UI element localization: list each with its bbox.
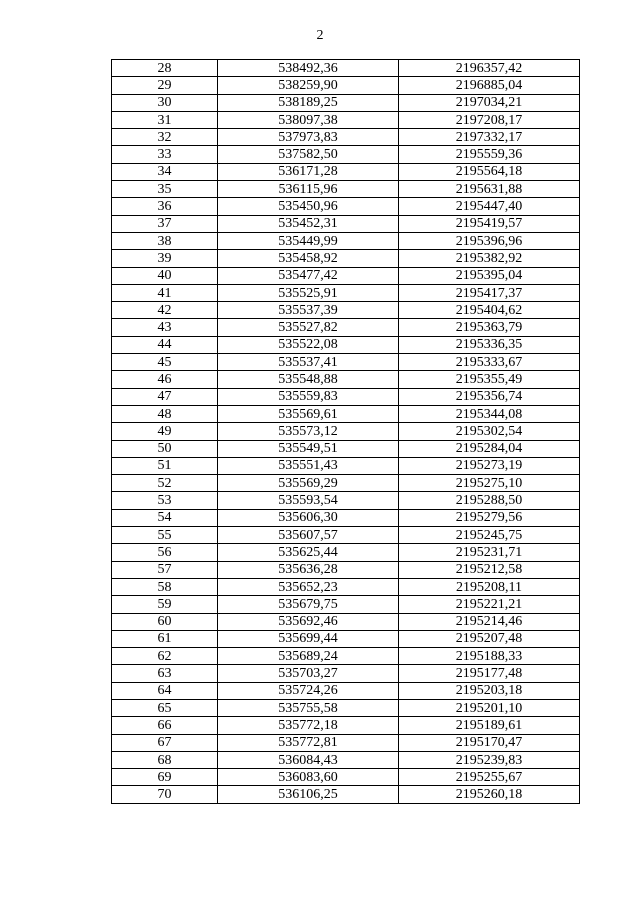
x-coordinate-cell: 538189,25 — [218, 94, 399, 111]
y-coordinate-cell: 2195447,40 — [399, 198, 580, 215]
point-number-cell: 52 — [112, 475, 218, 492]
y-coordinate-cell: 2195201,10 — [399, 699, 580, 716]
table-row — [112, 769, 580, 786]
y-coordinate-cell: 2195344,08 — [399, 405, 580, 422]
x-coordinate-cell: 535450,96 — [218, 198, 399, 215]
point-number-cell: 35 — [112, 181, 218, 198]
x-coordinate-cell: 535573,12 — [218, 423, 399, 440]
y-coordinate-cell: 2195419,57 — [399, 215, 580, 232]
y-coordinate-cell: 2197332,17 — [399, 129, 580, 146]
y-coordinate-cell: 2195355,49 — [399, 371, 580, 388]
x-coordinate-cell: 536171,28 — [218, 163, 399, 180]
point-number-cell: 65 — [112, 699, 218, 716]
table-row — [112, 163, 580, 180]
point-number-cell: 55 — [112, 527, 218, 544]
y-coordinate-cell: 2197034,21 — [399, 94, 580, 111]
table-row — [112, 232, 580, 249]
y-coordinate-cell: 2196357,42 — [399, 60, 580, 77]
x-coordinate-cell: 535549,51 — [218, 440, 399, 457]
y-coordinate-cell: 2195188,33 — [399, 648, 580, 665]
point-number-cell: 63 — [112, 665, 218, 682]
table-row — [112, 475, 580, 492]
table-row — [112, 319, 580, 336]
x-coordinate-cell: 535652,23 — [218, 578, 399, 595]
point-number-cell: 38 — [112, 232, 218, 249]
y-coordinate-cell: 2195231,71 — [399, 544, 580, 561]
y-coordinate-cell: 2195279,56 — [399, 509, 580, 526]
y-coordinate-cell: 2195239,83 — [399, 751, 580, 768]
y-coordinate-cell: 2195212,58 — [399, 561, 580, 578]
x-coordinate-cell: 536084,43 — [218, 751, 399, 768]
point-number-cell: 50 — [112, 440, 218, 457]
table-row — [112, 527, 580, 544]
point-number-cell: 56 — [112, 544, 218, 561]
y-coordinate-cell: 2195302,54 — [399, 423, 580, 440]
y-coordinate-cell: 2195564,18 — [399, 163, 580, 180]
table-row — [112, 198, 580, 215]
x-coordinate-cell: 535607,57 — [218, 527, 399, 544]
y-coordinate-cell: 2195208,11 — [399, 578, 580, 595]
y-coordinate-cell: 2195288,50 — [399, 492, 580, 509]
coordinates-table — [111, 59, 580, 804]
x-coordinate-cell: 535679,75 — [218, 596, 399, 613]
table-row — [112, 596, 580, 613]
table-row — [112, 94, 580, 111]
x-coordinate-cell: 535593,54 — [218, 492, 399, 509]
y-coordinate-cell: 2195203,18 — [399, 682, 580, 699]
y-coordinate-cell: 2195170,47 — [399, 734, 580, 751]
y-coordinate-cell: 2195214,46 — [399, 613, 580, 630]
table-row — [112, 440, 580, 457]
point-number-cell: 39 — [112, 250, 218, 267]
y-coordinate-cell: 2195404,62 — [399, 302, 580, 319]
y-coordinate-cell: 2195260,18 — [399, 786, 580, 803]
point-number-cell: 47 — [112, 388, 218, 405]
x-coordinate-cell: 535755,58 — [218, 699, 399, 716]
x-coordinate-cell: 535527,82 — [218, 319, 399, 336]
x-coordinate-cell: 535636,28 — [218, 561, 399, 578]
x-coordinate-cell: 535537,41 — [218, 354, 399, 371]
y-coordinate-cell: 2195275,10 — [399, 475, 580, 492]
table-row — [112, 682, 580, 699]
y-coordinate-cell: 2195245,75 — [399, 527, 580, 544]
point-number-cell: 31 — [112, 111, 218, 128]
point-number-cell: 67 — [112, 734, 218, 751]
table-row — [112, 111, 580, 128]
x-coordinate-cell: 537973,83 — [218, 129, 399, 146]
table-row — [112, 181, 580, 198]
point-number-cell: 58 — [112, 578, 218, 595]
point-number-cell: 30 — [112, 94, 218, 111]
x-coordinate-cell: 535537,39 — [218, 302, 399, 319]
table-row — [112, 648, 580, 665]
y-coordinate-cell: 2195177,48 — [399, 665, 580, 682]
table-row — [112, 665, 580, 682]
point-number-cell: 64 — [112, 682, 218, 699]
point-number-cell: 45 — [112, 354, 218, 371]
table-row — [112, 60, 580, 77]
x-coordinate-cell: 535625,44 — [218, 544, 399, 561]
point-number-cell: 28 — [112, 60, 218, 77]
y-coordinate-cell: 2195356,74 — [399, 388, 580, 405]
y-coordinate-cell: 2195336,35 — [399, 336, 580, 353]
table-row — [112, 215, 580, 232]
point-number-cell: 62 — [112, 648, 218, 665]
point-number-cell: 46 — [112, 371, 218, 388]
table-row — [112, 492, 580, 509]
point-number-cell: 57 — [112, 561, 218, 578]
x-coordinate-cell: 535699,44 — [218, 630, 399, 647]
table-row — [112, 457, 580, 474]
table-row — [112, 544, 580, 561]
x-coordinate-cell: 535724,26 — [218, 682, 399, 699]
point-number-cell: 60 — [112, 613, 218, 630]
x-coordinate-cell: 536106,25 — [218, 786, 399, 803]
point-number-cell: 61 — [112, 630, 218, 647]
table-row — [112, 77, 580, 94]
point-number-cell: 41 — [112, 284, 218, 301]
table-row — [112, 561, 580, 578]
x-coordinate-cell: 538097,38 — [218, 111, 399, 128]
table-row — [112, 630, 580, 647]
table-row — [112, 423, 580, 440]
table-row — [112, 302, 580, 319]
point-number-cell: 48 — [112, 405, 218, 422]
table-row — [112, 388, 580, 405]
table-row — [112, 284, 580, 301]
table-row — [112, 250, 580, 267]
x-coordinate-cell: 535522,08 — [218, 336, 399, 353]
x-coordinate-cell: 538492,36 — [218, 60, 399, 77]
y-coordinate-cell: 2195273,19 — [399, 457, 580, 474]
y-coordinate-cell: 2196885,04 — [399, 77, 580, 94]
x-coordinate-cell: 535458,92 — [218, 250, 399, 267]
y-coordinate-cell: 2195631,88 — [399, 181, 580, 198]
table-row — [112, 578, 580, 595]
point-number-cell: 36 — [112, 198, 218, 215]
point-number-cell: 70 — [112, 786, 218, 803]
x-coordinate-cell: 535525,91 — [218, 284, 399, 301]
x-coordinate-cell: 535689,24 — [218, 648, 399, 665]
x-coordinate-cell: 536115,96 — [218, 181, 399, 198]
point-number-cell: 68 — [112, 751, 218, 768]
y-coordinate-cell: 2195333,67 — [399, 354, 580, 371]
x-coordinate-cell: 535606,30 — [218, 509, 399, 526]
x-coordinate-cell: 535772,18 — [218, 717, 399, 734]
point-number-cell: 43 — [112, 319, 218, 336]
y-coordinate-cell: 2195284,04 — [399, 440, 580, 457]
point-number-cell: 42 — [112, 302, 218, 319]
coordinates-table-body — [112, 60, 580, 804]
x-coordinate-cell: 535569,29 — [218, 475, 399, 492]
table-row — [112, 371, 580, 388]
y-coordinate-cell: 2195382,92 — [399, 250, 580, 267]
table-row — [112, 751, 580, 768]
y-coordinate-cell: 2195207,48 — [399, 630, 580, 647]
table-row — [112, 336, 580, 353]
x-coordinate-cell: 535548,88 — [218, 371, 399, 388]
y-coordinate-cell: 2195221,21 — [399, 596, 580, 613]
x-coordinate-cell: 535559,83 — [218, 388, 399, 405]
point-number-cell: 49 — [112, 423, 218, 440]
y-coordinate-cell: 2195559,36 — [399, 146, 580, 163]
x-coordinate-cell: 535703,27 — [218, 665, 399, 682]
x-coordinate-cell: 535772,81 — [218, 734, 399, 751]
x-coordinate-cell: 535449,99 — [218, 232, 399, 249]
table-row — [112, 613, 580, 630]
y-coordinate-cell: 2195363,79 — [399, 319, 580, 336]
point-number-cell: 53 — [112, 492, 218, 509]
point-number-cell: 29 — [112, 77, 218, 94]
point-number-cell: 51 — [112, 457, 218, 474]
page-number: 2 — [316, 28, 324, 43]
table-row — [112, 734, 580, 751]
table-row — [112, 717, 580, 734]
y-coordinate-cell: 2195255,67 — [399, 769, 580, 786]
table-row — [112, 405, 580, 422]
x-coordinate-cell: 535692,46 — [218, 613, 399, 630]
x-coordinate-cell: 535477,42 — [218, 267, 399, 284]
y-coordinate-cell: 2195189,61 — [399, 717, 580, 734]
table-row — [112, 354, 580, 371]
x-coordinate-cell: 535569,61 — [218, 405, 399, 422]
x-coordinate-cell: 535551,43 — [218, 457, 399, 474]
table-row — [112, 509, 580, 526]
x-coordinate-cell: 535452,31 — [218, 215, 399, 232]
x-coordinate-cell: 538259,90 — [218, 77, 399, 94]
point-number-cell: 44 — [112, 336, 218, 353]
x-coordinate-cell: 537582,50 — [218, 146, 399, 163]
table-row — [112, 267, 580, 284]
point-number-cell: 34 — [112, 163, 218, 180]
point-number-cell: 59 — [112, 596, 218, 613]
x-coordinate-cell: 536083,60 — [218, 769, 399, 786]
y-coordinate-cell: 2197208,17 — [399, 111, 580, 128]
y-coordinate-cell: 2195395,04 — [399, 267, 580, 284]
table-row — [112, 699, 580, 716]
point-number-cell: 40 — [112, 267, 218, 284]
point-number-cell: 54 — [112, 509, 218, 526]
table-row — [112, 786, 580, 803]
point-number-cell: 37 — [112, 215, 218, 232]
table-row — [112, 146, 580, 163]
y-coordinate-cell: 2195417,37 — [399, 284, 580, 301]
table-row — [112, 129, 580, 146]
point-number-cell: 33 — [112, 146, 218, 163]
y-coordinate-cell: 2195396,96 — [399, 232, 580, 249]
point-number-cell: 69 — [112, 769, 218, 786]
point-number-cell: 32 — [112, 129, 218, 146]
point-number-cell: 66 — [112, 717, 218, 734]
